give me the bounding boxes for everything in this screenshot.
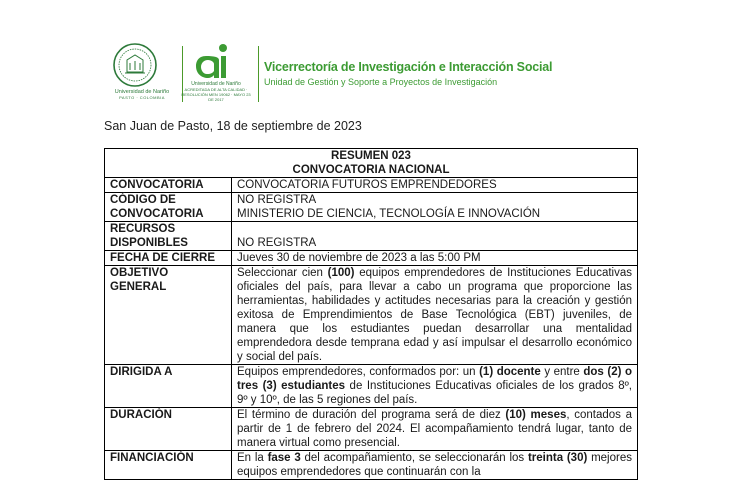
table-row [105,408,638,451]
table-row [105,451,638,480]
row-value: Seleccionar cien (100) equipos emprendedores de Instituciones Educativas oficiales del país, para llevar a cabo un programa que proporcione las herramientas, habilidades y actitudes necesarias para la creación y gestión exitosa de Emprendimientos de Base Tecnológica (EBT) juveniles, de manera que los estudiantes puedan desarrollar una mentalidad emprendedora desde temprana edad y así impulsar el desarrollo económico y social del país. [232,266,638,365]
table-row [105,251,638,266]
summary-table [104,148,638,480]
seal-caption: Universidad de Nariño PASTO · COLOMBIA [114,89,170,100]
row-label: FECHA DE CIERRE [105,251,232,266]
table-row [105,178,638,193]
row-label: CÓDIGO DE CONVOCATORIA [105,193,232,222]
ai-caption: Universidad de Nariño ACREDITADA DE ALTA CALIDAD · RESOLUCIÓN MEN 19062 · MAYO 23 DE 2017 [181,81,251,102]
row-label: RECURSOS DISPONIBLES [105,222,232,251]
summary-title: RESUMEN 023 [331,150,411,162]
row-label: DIRIGIDA A [105,365,232,408]
table-row [105,193,638,222]
row-value: El término de duración del programa será de diez (10) meses, contados a partir de 1 de febrero del 2024. El acompañamiento tendrá lugar, tanto de manera virtual como presencial. [232,408,638,451]
table-row [105,266,638,365]
summary-subtitle: CONVOCATORIA NACIONAL [292,164,450,176]
header-subtitle: Unidad de Gestión y Soporte a Proyectos de Investigación [264,77,498,87]
university-seal-icon [112,42,158,88]
row-value: NO REGISTRA [232,222,638,251]
table-header-row [105,149,638,178]
row-value: CONVOCATORIA FUTUROS EMPRENDEDORES [232,178,638,193]
row-value: En la fase 3 del acompañamiento, se seleccionarán los treinta (30) mejores equipos emprendedores que continuarán con la [232,451,638,480]
table-row [105,365,638,408]
row-value: Jueves 30 de noviembre de 2023 a las 5:00 PM [232,251,638,266]
row-value: Equipos emprendedores, conformados por: un (1) docente y entre dos (2) o tres (3) estudiantes de Instituciones Educativas oficiales de los grados 8º, 9º y 10º, de las 5 regiones del país. [232,365,638,408]
ai-logo-icon [192,42,236,82]
letterhead [112,42,672,104]
entity-value: MINISTERIO DE CIENCIA, TECNOLOGÍA E INNOVACIÓN [237,208,541,220]
row-label: CONVOCATORIA [105,178,232,193]
table-row [105,222,638,251]
row-label: FINANCIACIÓN [105,451,232,480]
header-title: Vicerrectoría de Investigación e Interacción Social [264,60,553,74]
code-value: NO REGISTRA [237,194,317,206]
row-label: OBJETIVO GENERAL [105,266,232,365]
date-line: San Juan de Pasto, 18 de septiembre de 2023 [104,119,362,133]
row-label: DURACIÓN [105,408,232,451]
row-value [232,193,638,222]
table-title-cell [105,149,638,178]
divider [258,46,259,102]
